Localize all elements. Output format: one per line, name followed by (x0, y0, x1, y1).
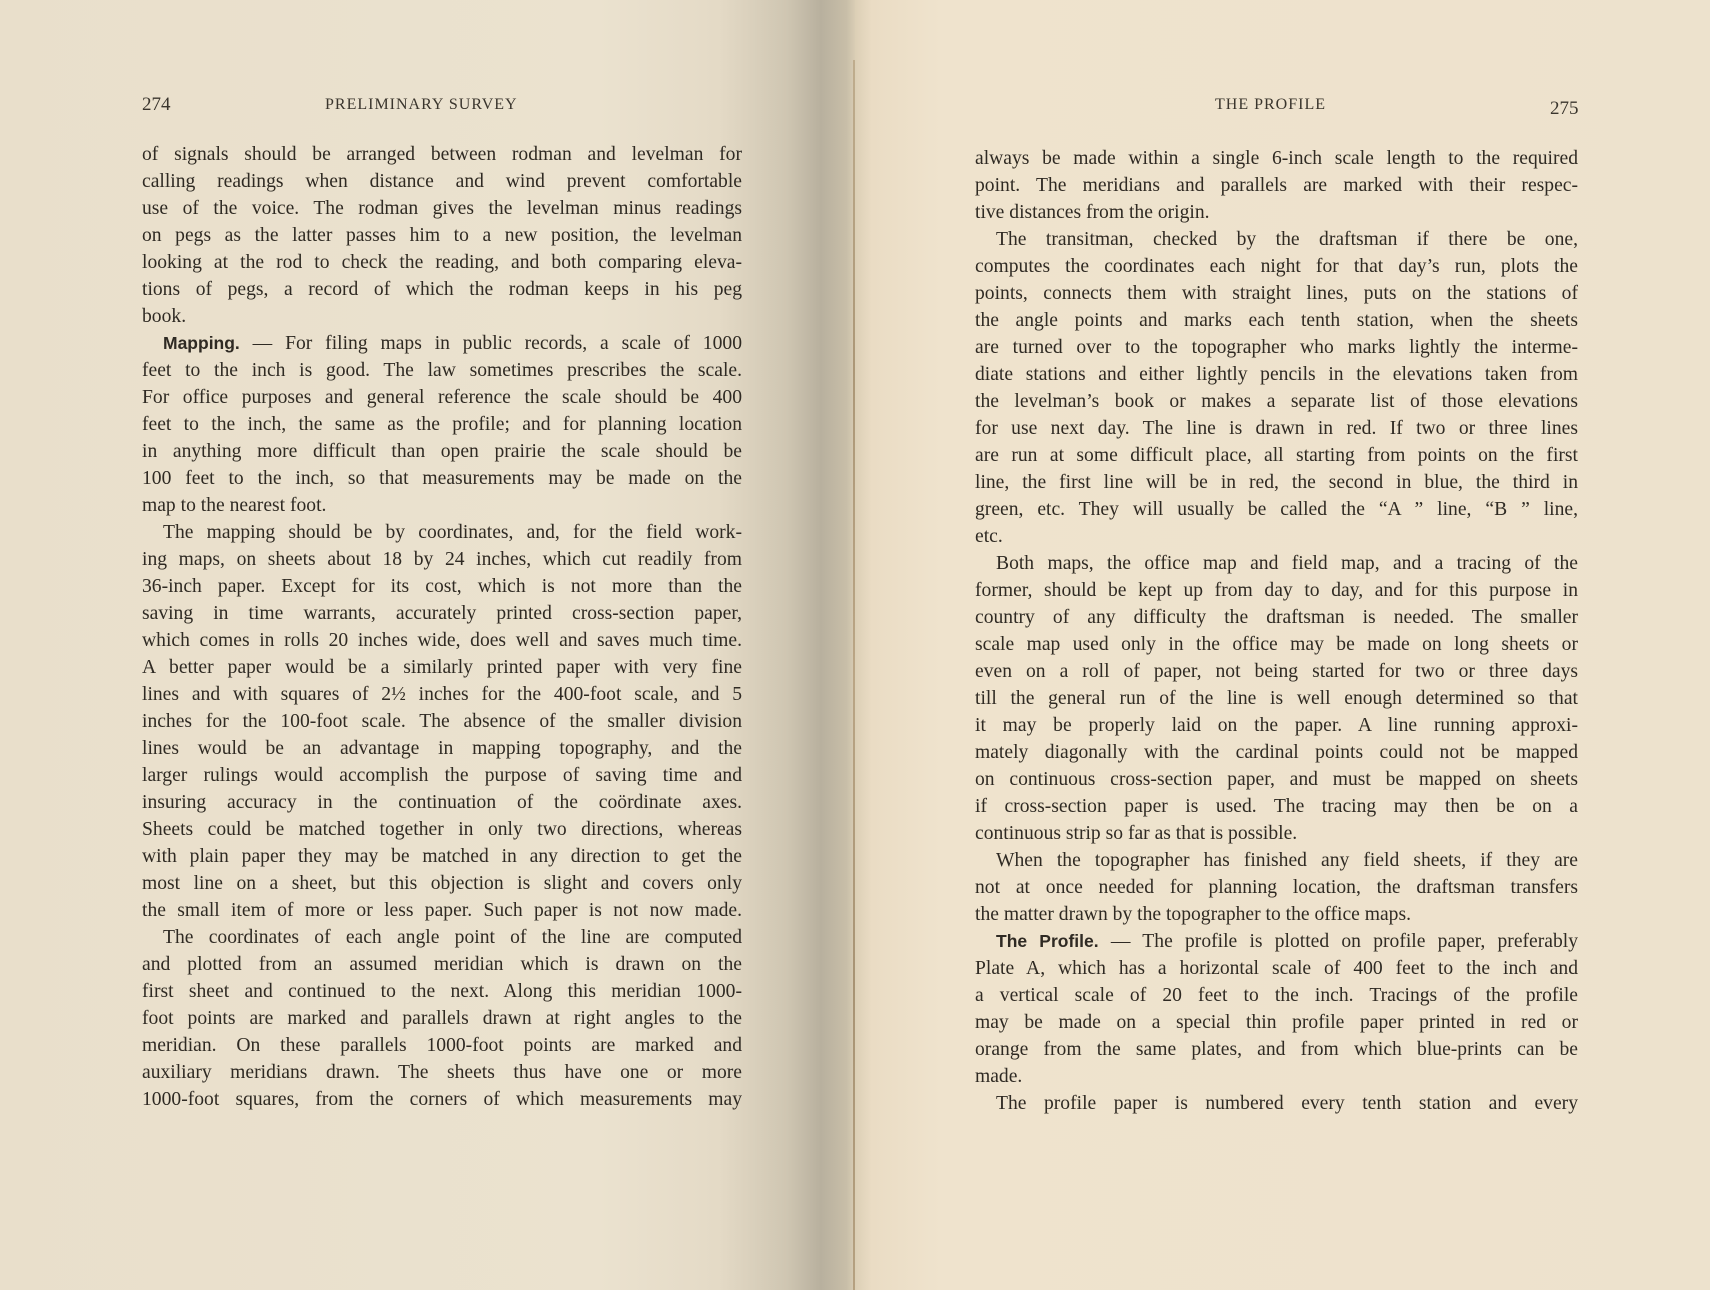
text-line: meridian. On these parallels 1000-foot points are marked and (142, 1035, 742, 1056)
text-line: scale map used only in the office may be made on long sheets or (975, 634, 1578, 655)
text-line: computes the coordinates each night for that day’s run, plots the (975, 256, 1578, 277)
text-line: and plotted from an assumed meridian which is drawn on the (142, 954, 742, 975)
text-line: diate stations and either lightly pencils in the elevations taken from (975, 364, 1578, 385)
text-line: it may be properly laid on the paper. A line running approxi- (975, 715, 1578, 736)
running-head: THE PROFILE (1215, 96, 1326, 113)
text-line: a vertical scale of 20 feet to the inch. Tracings of the profile (975, 985, 1578, 1006)
section-heading-line: Mapping. — For filing maps in public records, a scale of 1000 (163, 333, 742, 354)
text-line: even on a roll of paper, not being started for two or three days (975, 661, 1578, 682)
text-line: mately diagonally with the cardinal points could not be mapped (975, 742, 1578, 763)
text-line: foot points are marked and parallels drawn at right angles to the (142, 1008, 742, 1029)
text-line: in anything more difficult than open prairie the scale should be (142, 441, 742, 462)
text-line: saving in time warrants, accurately printed cross-section paper, (142, 603, 742, 624)
text-line: made. (975, 1066, 1023, 1087)
text-line: book. (142, 306, 187, 327)
text-line: country of any difficulty the draftsman is needed. The smaller (975, 607, 1578, 628)
section-heading: The Profile. (996, 931, 1099, 951)
text-line: the matter drawn by the topographer to the office maps. (975, 904, 1411, 925)
text-line: always be made within a single 6-inch scale length to the required (975, 148, 1578, 169)
text-line: orange from the same plates, and from which blue-prints can be (975, 1039, 1578, 1060)
text-line: with plain paper they may be matched in any direction to get the (142, 846, 742, 867)
text-line: for use next day. The line is drawn in red. If two or three lines (975, 418, 1578, 439)
text-line: map to the nearest foot. (142, 495, 327, 516)
text-line: inches for the 100-foot scale. The absence of the smaller division (142, 711, 742, 732)
text-line: The mapping should be by coordinates, and, for the field work- (163, 522, 742, 543)
text-line: For office purposes and general reference the scale should be 400 (142, 387, 742, 408)
text-line: may be made on a special thin profile paper printed in red or (975, 1012, 1578, 1033)
text-line: Sheets could be matched together in only two directions, whereas (142, 819, 742, 840)
text-line: 36-inch paper. Except for its cost, which is not more than the (142, 576, 742, 597)
page-number: 274 (142, 94, 171, 115)
text-line: of signals should be arranged between rodman and levelman for (142, 144, 742, 165)
text-line: first sheet and continued to the next. Along this meridian 1000- (142, 981, 742, 1002)
text-line: etc. (975, 526, 1003, 547)
text-line: lines would be an advantage in mapping topography, and the (142, 738, 742, 759)
text-line: the small item of more or less paper. Such paper is not now made. (142, 900, 742, 921)
text-line: points, connects them with straight lines, puts on the stations of (975, 283, 1578, 304)
text-line: not at once needed for planning location, the draftsman transfers (975, 877, 1578, 898)
right-page (855, 0, 1710, 1290)
text-line: A better paper would be a similarly printed paper with very fine (142, 657, 742, 678)
text-line: auxiliary meridians drawn. The sheets thus have one or more (142, 1062, 742, 1083)
text-line: are run at some difficult place, all starting from points on the first (975, 445, 1578, 466)
text-line: feet to the inch, the same as the profile; and for planning location (142, 414, 742, 435)
text-line: Plate A, which has a horizontal scale of 400 feet to the inch and (975, 958, 1578, 979)
text-line: the angle points and marks each tenth station, when the sheets (975, 310, 1578, 331)
text-line: When the topographer has finished any field sheets, if they are (996, 850, 1578, 871)
text-line: continuous strip so far as that is possible. (975, 823, 1298, 844)
body-text (142, 141, 742, 1113)
body-text (975, 145, 1578, 1117)
text-line: are turned over to the topographer who marks lightly the interme- (975, 337, 1578, 358)
text-line: The transitman, checked by the draftsman if there be one, (996, 229, 1578, 250)
text-line: point. The meridians and parallels are marked with their respec- (975, 175, 1578, 196)
page-number: 275 (1550, 98, 1579, 119)
text-line: most line on a sheet, but this objection is slight and covers only (142, 873, 742, 894)
text-line: tive distances from the origin. (975, 202, 1210, 223)
text-line: looking at the rod to check the reading, and both comparing eleva- (142, 252, 742, 273)
text-line: ing maps, on sheets about 18 by 24 inches, which cut readily from (142, 549, 742, 570)
text-line: on continuous cross-section paper, and must be mapped on sheets (975, 769, 1578, 790)
text-line: 100 feet to the inch, so that measurements may be made on the (142, 468, 742, 489)
text-line: tions of pegs, a record of which the rodman keeps in his peg (142, 279, 742, 300)
text-line: The profile paper is numbered every tenth station and every (996, 1093, 1578, 1114)
text-line: insuring accuracy in the continuation of the coördinate axes. (142, 792, 742, 813)
text-line: Both maps, the office map and field map, and a tracing of the (996, 553, 1578, 574)
text-line: feet to the inch is good. The law sometimes prescribes the scale. (142, 360, 742, 381)
text-line: green, etc. They will usually be called the “A ” line, “B ” line, (975, 499, 1578, 520)
text-line: former, should be kept up from day to day, and for this purpose in (975, 580, 1578, 601)
text-line: larger rulings would accomplish the purpose of saving time and (142, 765, 742, 786)
text-line: lines and with squares of 2½ inches for the 400-foot scale, and 5 (142, 684, 742, 705)
text-line: use of the voice. The rodman gives the levelman minus readings (142, 198, 742, 219)
text-line: calling readings when distance and wind prevent comfortable (142, 171, 742, 192)
text-line: The coordinates of each angle point of the line are computed (163, 927, 742, 948)
text-line: till the general run of the line is well enough determined so that (975, 688, 1578, 709)
text-line: if cross-section paper is used. The tracing may then be on a (975, 796, 1578, 817)
text-line: the levelman’s book or makes a separate list of those elevations (975, 391, 1578, 412)
running-head: PRELIMINARY SURVEY (325, 96, 518, 113)
text-line: 1000-foot squares, from the corners of which measurements may (142, 1089, 742, 1110)
text-line: line, the first line will be in red, the second in blue, the third in (975, 472, 1578, 493)
text-line: which comes in rolls 20 inches wide, does well and saves much time. (142, 630, 742, 651)
section-heading: Mapping. (163, 333, 240, 353)
section-heading-line: The Profile. — The profile is plotted on profile paper, preferably (996, 931, 1578, 952)
text-line: on pegs as the latter passes him to a new position, the levelman (142, 225, 742, 246)
